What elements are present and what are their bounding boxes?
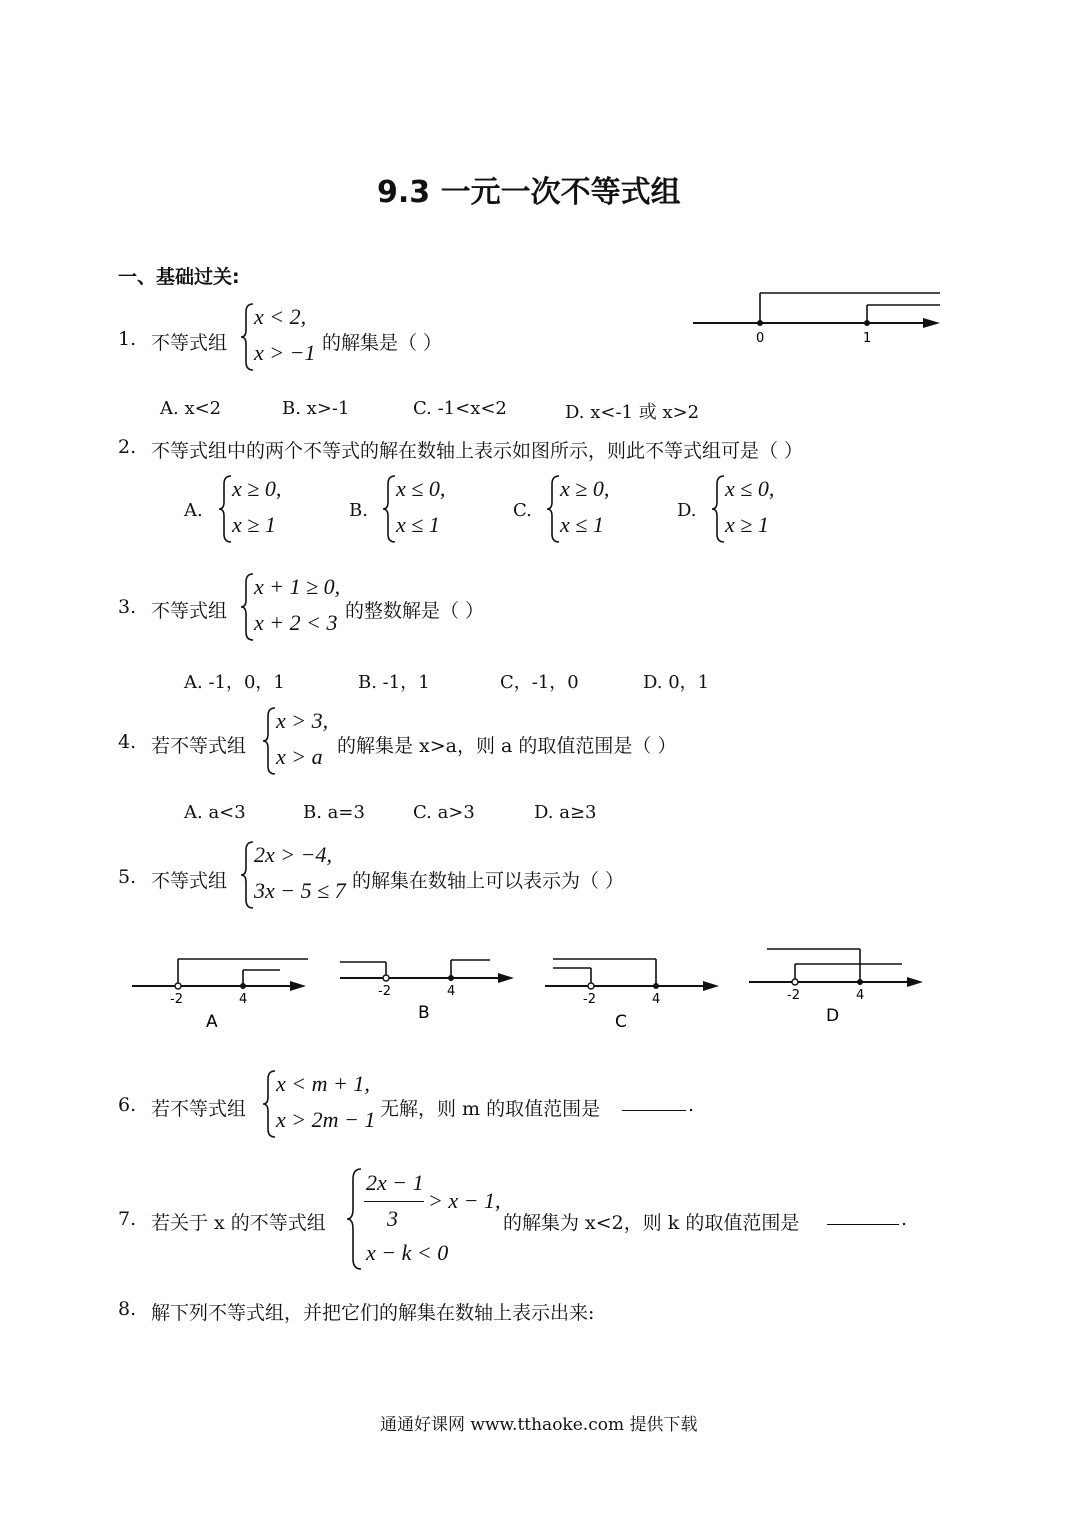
q7-sys-row-2: x − k < 0	[366, 1240, 449, 1265]
closed-point-4	[240, 983, 246, 989]
axis-arrow-icon	[907, 977, 923, 987]
q2-d-row-1: x ≤ 0,	[725, 476, 775, 501]
q1-suffix: 的解集是（ ）	[322, 332, 443, 354]
q3-number: 3.	[118, 596, 137, 618]
tick-4: 4	[447, 984, 456, 999]
point-1	[864, 320, 870, 326]
axis-arrow-icon	[498, 973, 514, 983]
q6-number: 6.	[118, 1094, 137, 1116]
q5-prefix: 不等式组	[151, 870, 228, 892]
tick-neg2: -2	[583, 992, 596, 1007]
q6-answer-blank[interactable]	[622, 1094, 686, 1111]
q2-c-row-1: x ≥ 0,	[560, 476, 610, 501]
q3-option-d: D. 0，1	[643, 672, 710, 693]
q1-number: 1.	[118, 328, 137, 350]
q4-number: 4.	[118, 731, 137, 753]
brace-icon	[346, 1167, 364, 1271]
q1-option-c: C. -1<x<2	[413, 398, 507, 419]
number-line-figure-q2	[688, 285, 948, 350]
figure-letter: C	[615, 1012, 627, 1032]
q5-figure-b	[338, 950, 520, 1035]
q5-number: 5.	[118, 866, 137, 888]
figure-letter: A	[206, 1012, 218, 1032]
closed-point-4	[448, 975, 454, 981]
q6-suffix: 无解，则 m 的取值范围是	[380, 1098, 601, 1120]
tick-neg2: -2	[378, 984, 391, 999]
q5-figure-d	[747, 940, 929, 1030]
q2-a-row-1: x ≥ 0,	[232, 476, 282, 501]
tick-label-0: 0	[756, 331, 765, 346]
closed-point-4	[653, 983, 659, 989]
q4-option-b: B. a=3	[303, 802, 365, 823]
open-point-neg2	[792, 979, 798, 985]
q5-suffix: 的解集在数轴上可以表示为（ ）	[352, 870, 625, 892]
q7-period: .	[901, 1208, 908, 1230]
q2-option-d-label: D.	[677, 500, 697, 521]
tick-4: 4	[239, 992, 248, 1007]
tick-4: 4	[652, 992, 661, 1007]
q3-prefix: 不等式组	[151, 600, 228, 622]
q2-number: 2.	[118, 436, 137, 458]
q6-prefix: 若不等式组	[151, 1098, 247, 1120]
q3-sys-row-1: x + 1 ≥ 0,	[254, 574, 341, 599]
q2-a-row-2: x ≥ 1	[232, 512, 276, 537]
open-point-neg2	[383, 975, 389, 981]
q7-number: 7.	[118, 1208, 137, 1230]
q3-option-b: B. -1，1	[358, 672, 430, 693]
q1-sys-row-1: x < 2,	[254, 304, 307, 329]
q4-option-d: D. a≥3	[534, 802, 597, 823]
q2-c-row-2: x ≤ 1	[560, 512, 604, 537]
q4-option-c: C. a>3	[413, 802, 475, 823]
q4-sys-row-2: x > a	[276, 744, 323, 769]
axis-arrow-icon	[923, 318, 940, 328]
q5-sys-row-1: 2x > −4,	[254, 842, 332, 867]
axis-arrow-icon	[290, 981, 306, 991]
q7-answer-blank[interactable]	[827, 1208, 899, 1225]
q7-fraction-rest: > x − 1,	[428, 1188, 501, 1213]
tick-neg2: -2	[170, 992, 183, 1007]
q5-figure-c	[543, 950, 725, 1035]
q2-text: 不等式组中的两个不等式的解在数轴上表示如图所示，则此不等式组可是（ ）	[151, 440, 804, 462]
q2-b-row-1: x ≤ 0,	[396, 476, 446, 501]
q3-suffix: 的整数解是（ ）	[345, 600, 485, 622]
q7-suffix: 的解集为 x<2，则 k 的取值范围是	[503, 1212, 800, 1234]
q3-sys-row-2: x + 2 < 3	[254, 610, 338, 635]
figure-letter: B	[418, 1003, 430, 1023]
page-footer: 通通好课网 www.tthaoke.com 提供下载	[380, 1415, 698, 1435]
q4-suffix: 的解集是 x>a，则 a 的取值范围是（ ）	[337, 735, 677, 757]
q2-d-row-2: x ≥ 1	[725, 512, 769, 537]
q7-prefix: 若关于 x 的不等式组	[151, 1212, 326, 1234]
q1-prefix: 不等式组	[151, 332, 228, 354]
tick-neg2: -2	[787, 988, 800, 1003]
q3-option-a: A. -1，0，1	[184, 672, 285, 693]
q1-sys-row-2: x > −1	[254, 340, 316, 365]
section-heading: 一、基础过关:	[118, 266, 240, 288]
closed-point-4	[857, 979, 863, 985]
q2-option-c-label: C.	[513, 500, 532, 521]
fraction-bar	[364, 1201, 424, 1202]
q1-option-d: D. x<-1 或 x>2	[565, 402, 700, 423]
q2-option-b-label: B.	[349, 500, 368, 521]
q4-sys-row-1: x > 3,	[276, 708, 329, 733]
q4-prefix: 若不等式组	[151, 735, 247, 757]
point-0	[757, 320, 763, 326]
q7-fraction-denominator: 3	[387, 1206, 398, 1231]
q1-option-a: A. x<2	[160, 398, 222, 419]
figure-letter: D	[826, 1006, 840, 1026]
open-point-neg2	[175, 983, 181, 989]
q5-figure-a	[130, 950, 312, 1035]
tick-4: 4	[856, 988, 865, 1003]
q6-sys-row-1: x < m + 1,	[276, 1071, 370, 1096]
q6-period: .	[688, 1094, 695, 1116]
page-title: 9.3 一元一次不等式组	[377, 175, 681, 210]
tick-label-1: 1	[863, 331, 872, 346]
q8-text: 解下列不等式组，并把它们的解集在数轴上表示出来:	[151, 1302, 595, 1324]
q3-option-c: C，-1，0	[500, 672, 579, 693]
open-point-neg2	[588, 983, 594, 989]
q7-fraction-numerator: 2x − 1	[366, 1170, 424, 1195]
q6-sys-row-2: x > 2m − 1	[276, 1107, 376, 1132]
q2-option-a-label: A.	[184, 500, 203, 521]
q5-sys-row-2: 3x − 5 ≤ 7	[254, 878, 346, 903]
q1-option-b: B. x>-1	[282, 398, 350, 419]
q2-b-row-2: x ≤ 1	[396, 512, 440, 537]
q8-number: 8.	[118, 1298, 137, 1320]
axis-arrow-icon	[703, 981, 719, 991]
q4-option-a: A. a<3	[184, 802, 246, 823]
